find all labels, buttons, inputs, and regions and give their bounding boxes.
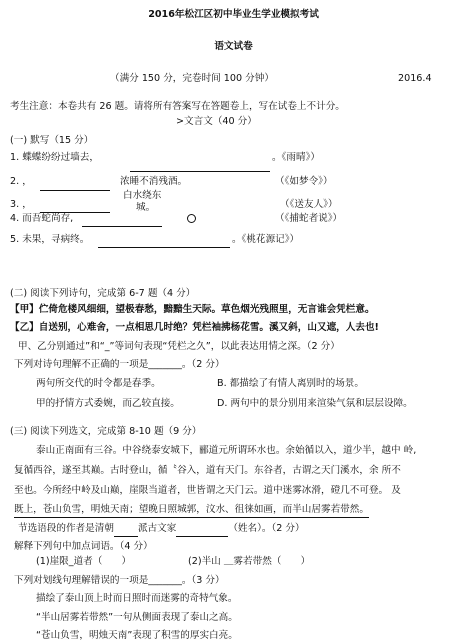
question-6: 甲、乙分别通过”和“_”等词句表现“凭栏之久”，以此表达用情之深。（2 分） [18, 341, 340, 352]
q2-text: 浓睡不消残酒。 [120, 176, 188, 187]
question-9: 解释下列句中加点词语。（4 分） [14, 541, 153, 552]
question-10: 下列对划线句理解错误的一项是_______。（3 分） [14, 575, 225, 586]
q9-item-2: (2)半山 ＿雾若带然（ ） [188, 556, 311, 567]
q4-source: （《捕蛇者说》） [275, 213, 343, 224]
q10-option-c: “苍山负雪，明烛天南”表现了积雪的厚实白亮。 [36, 630, 238, 641]
question-8 [18, 522, 305, 537]
exam-subject: 语文试卷 [214, 41, 253, 52]
q3-text-1: 白水绕东 [123, 190, 162, 201]
q1-source: 。《雨晴》） [272, 152, 320, 163]
q5-text: 5. 未果，寻病终。 [10, 234, 90, 245]
q5-blank [98, 247, 230, 248]
passage-line-4 [14, 503, 369, 518]
q5-source: 。《桃花源记》） [232, 234, 300, 245]
q8-text-b: 派古文家 [137, 523, 177, 534]
q3-source: （《送友人》） [280, 199, 338, 210]
q2-number: 2. ， [10, 176, 32, 187]
q7-option-b: B. 都描绘了有情人离别时的场景。 [217, 378, 364, 389]
q8-blank-1 [114, 522, 138, 537]
part3-heading: (三) 阅读下列选文，完成第 8-10 题（9 分） [10, 426, 202, 437]
q3-number: 3. ， [10, 199, 32, 210]
q4-text: 4. 而吾蛇尚存, [10, 213, 74, 224]
q7-option-d: D. 两句中的景分别用来渲染气氛和层层设障。 [217, 398, 413, 409]
q8-text-a: 节选语段的作者是清朝 [18, 523, 114, 534]
q7-option-c: 甲的抒情方式委婉，而乙较直接。 [36, 398, 180, 409]
q10-option-b: “半山居雾若带然”一句从侧面表现了泰山之高。 [36, 612, 238, 623]
passage-line-3: 至也。今所经中岭及山巅，崖限当道者，世皆谓之天门云。道中迷雾冰滑，磴几不可登。 及 [14, 485, 401, 496]
circle-mark [187, 214, 196, 223]
underlined-sentence: 既上，苍山负雪，明烛天南；望晚日照城郭，汶水、徂徕如画，而半山居雾若带然。 [14, 503, 369, 518]
q4-blank [82, 226, 162, 227]
section-classical-title: >文言文（40 分） [176, 116, 257, 127]
q2-blank [40, 190, 110, 191]
exam-title: 2016年松江区初中毕业生学业模拟考试 [148, 9, 319, 20]
q3-text-2: 城。 [136, 202, 156, 213]
q8-text-c: （姓名）。（2 分） [228, 523, 305, 534]
q8-blank-2 [176, 522, 228, 537]
q7-option-a: 两句所交代的时令都是春季。 [36, 378, 161, 389]
q9-item-1: (1)崖限_道者（ ） [36, 556, 132, 567]
q1-text: 1. 蝶蝶纷纷过墙去， [10, 152, 99, 163]
q10-option-a: 描绘了泰山顶上时而日照时而迷雾的奇特气象。 [36, 593, 238, 604]
poem-yi: 【乙】自送别，心难舍，一点相思几时绝？凭栏袖拂杨花雪。溪又斜，山又遮，人去也! [10, 322, 379, 333]
passage-line-2: 复循西谷，遂至其巅。古时登山，循〝谷入，道有天门。东谷者，古谓之天门溪水，余 所不 [14, 465, 401, 476]
poem-jia: 【甲】伫倚危楼风细细，望极春愁，黯黯生天际。草色烟光残照里，无言谁会凭栏意。 [10, 304, 375, 315]
question-7: 下列对诗句理解不正确的一项是_______。（2 分） [14, 359, 225, 370]
exam-time-info: （满分 150 分，完卷时间 100 分钟） [110, 73, 274, 84]
part1-heading: (一) 默写（15 分） [10, 135, 94, 146]
exam-notice: 考生注意：本卷共有 26 题。请将所有答案写在答题卷上，写在试卷上不计分。 [10, 101, 345, 112]
exam-date: 2016.4 [398, 73, 432, 84]
q2-source: （《如梦令》） [275, 176, 333, 187]
part2-heading: (二) 阅读下列诗句，完成第 6-7 题（4 分） [10, 288, 196, 299]
q1-blank [130, 171, 270, 172]
passage-line-1: 泰山正南面有三谷。中谷绕泰安城下，郦道元所谓环水也。余始循以入，道少半，越中 岭, [36, 445, 417, 456]
